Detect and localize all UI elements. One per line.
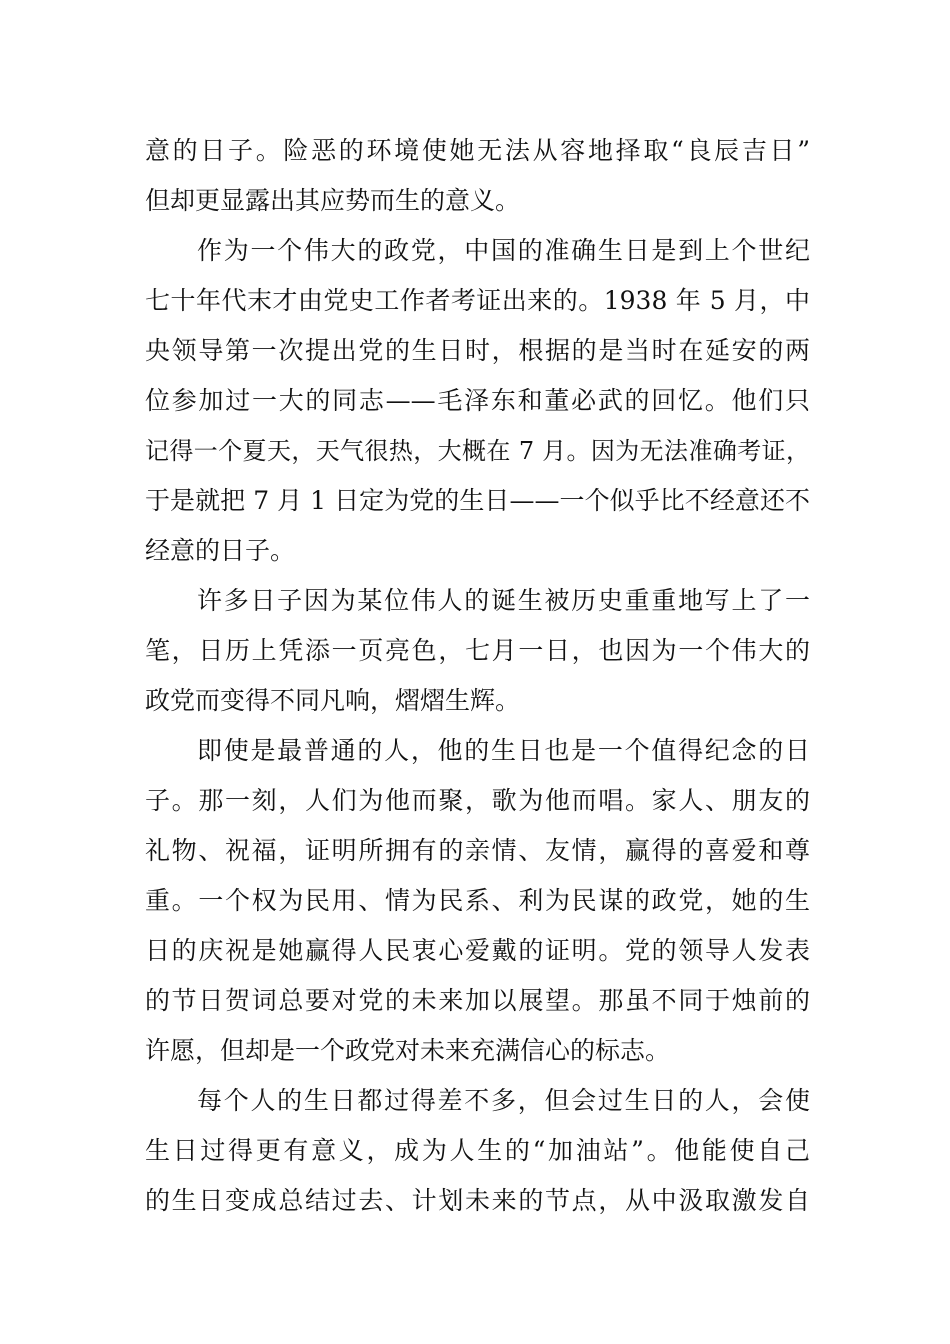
text-line: 记得一个夏天，天气很热，大概在 7 月。因为无法准确考证， [145,437,810,465]
paragraph-4 [145,726,810,1076]
text-line: 每个人的生日都过得差不多，但会过生日的人，会使 [197,1086,810,1115]
text-line: 子。那一刻，人们为他而聚，歌为他而唱。家人、朋友的 [145,786,810,815]
paragraph-3 [145,576,810,726]
text-line: 位参加过一大的同志——毛泽东和董必武的回忆。他们只 [145,386,810,415]
text-line: 作为一个伟大的政党，中国的准确生日是到上个世纪 [197,236,810,265]
text-line: 的节日贺词总要对党的未来加以展望。那虽不同于烛前的 [145,986,810,1015]
text-line: 笔，日历上凭添一页亮色，七月一日，也因为一个伟大的 [145,636,810,665]
text-line: 的生日变成总结过去、计划未来的节点，从中汲取激发自 [145,1186,810,1215]
text-line: 央领导第一次提出党的生日时，根据的是当时在延安的两 [145,336,810,365]
text-line: 生日过得更有意义，成为人生的“加油站”。他能使自己 [145,1136,810,1165]
text-line: 政党而变得不同凡响，熠熠生辉。 [145,686,521,715]
text-line: 于是就把 7 月 1 日定为党的生日——一个似乎比不经意还不 [145,486,810,515]
text-line: 礼物、祝福，证明所拥有的亲情、友情，赢得的喜爱和尊 [145,836,810,865]
text-line: 意的日子。险恶的环境使她无法从容地择取“良辰吉日” [145,136,810,165]
text-line: 即使是最普通的人，他的生日也是一个值得纪念的日 [197,736,810,765]
text-line: 日的庆祝是她赢得人民衷心爱戴的证明。党的领导人发表 [145,936,810,965]
text-line: 重。一个权为民用、情为民系、利为民谋的政党，她的生 [145,886,810,915]
text-line: 许多日子因为某位伟人的诞生被历史重重地写上了一 [197,586,810,615]
text-line: 许愿，但却是一个政党对未来充满信心的标志。 [145,1036,671,1065]
paragraph-5 [145,1076,810,1226]
paragraph-2 [145,226,810,576]
paragraph-1 [145,126,810,226]
text-line: 经意的日子。 [145,536,296,565]
document-body [145,126,810,1226]
text-line: 但却更显露出其应势而生的意义。 [145,186,521,215]
text-line: 七十年代末才由党史工作者考证出来的。1938 年 5 月，中 [145,286,810,315]
